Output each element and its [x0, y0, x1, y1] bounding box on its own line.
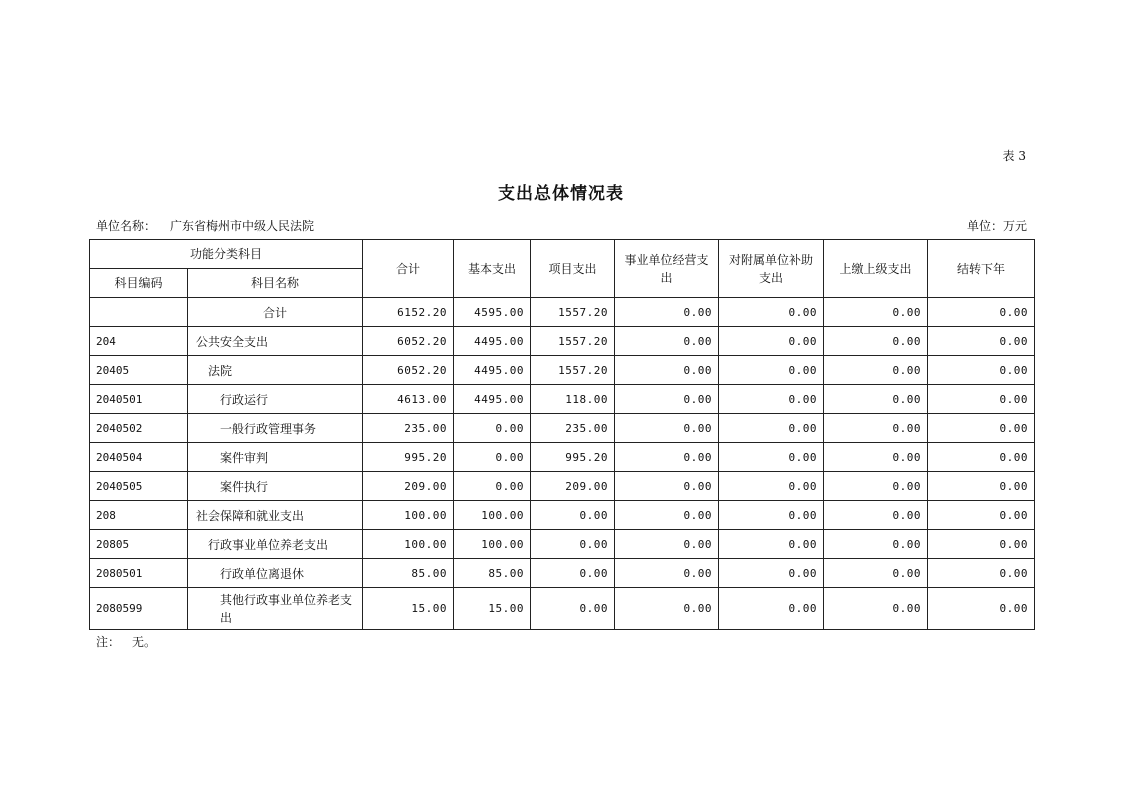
cell-total: 6052.20	[363, 356, 454, 385]
cell-basic: 85.00	[454, 559, 531, 588]
cell-carry: 0.00	[928, 298, 1035, 327]
cell-upper: 0.00	[824, 298, 928, 327]
cell-total: 209.00	[363, 472, 454, 501]
cell-business: 0.00	[615, 298, 719, 327]
cell-basic: 4495.00	[454, 327, 531, 356]
cell-business: 0.00	[615, 414, 719, 443]
cell-project: 1557.20	[531, 298, 615, 327]
cell-subsidy: 0.00	[719, 530, 824, 559]
cell-project: 0.00	[531, 501, 615, 530]
cell-project: 118.00	[531, 385, 615, 414]
cell-basic: 0.00	[454, 443, 531, 472]
cell-business: 0.00	[615, 530, 719, 559]
table-row	[90, 356, 1035, 385]
cell-basic: 15.00	[454, 588, 531, 630]
table-row	[90, 414, 1035, 443]
cell-upper: 0.00	[824, 443, 928, 472]
row-name: 一般行政管理事务	[188, 414, 363, 443]
cell-subsidy: 0.00	[719, 472, 824, 501]
cell-total: 6152.20	[363, 298, 454, 327]
header-total: 合计	[363, 240, 454, 298]
row-code: 20405	[90, 356, 188, 385]
document-title: 支出总体情况表	[498, 184, 624, 204]
cell-upper: 0.00	[824, 501, 928, 530]
note-label: 注：	[96, 635, 121, 649]
row-name: 合计	[188, 298, 363, 327]
table-number: 表 3	[1002, 149, 1026, 163]
row-code	[90, 298, 188, 327]
table-row	[90, 530, 1035, 559]
header-business: 事业单位经营支出	[615, 240, 719, 298]
header-name: 科目名称	[188, 269, 363, 298]
unit-name-label: 单位名称：	[96, 219, 157, 233]
row-name: 案件审判	[188, 443, 363, 472]
cell-total: 100.00	[363, 501, 454, 530]
row-code: 2080501	[90, 559, 188, 588]
cell-project: 209.00	[531, 472, 615, 501]
row-code: 2040504	[90, 443, 188, 472]
cell-carry: 0.00	[928, 385, 1035, 414]
cell-business: 0.00	[615, 385, 719, 414]
currency-unit: 单位：万元	[966, 219, 1027, 233]
cell-project: 1557.20	[531, 327, 615, 356]
cell-total: 6052.20	[363, 327, 454, 356]
cell-carry: 0.00	[928, 472, 1035, 501]
table-row-total	[90, 298, 1035, 327]
cell-project: 0.00	[531, 588, 615, 630]
cell-total: 85.00	[363, 559, 454, 588]
cell-basic: 4495.00	[454, 356, 531, 385]
cell-basic: 100.00	[454, 530, 531, 559]
table-row	[90, 559, 1035, 588]
header-code: 科目编码	[90, 269, 188, 298]
cell-project: 995.20	[531, 443, 615, 472]
cell-basic: 100.00	[454, 501, 531, 530]
cell-total: 4613.00	[363, 385, 454, 414]
cell-subsidy: 0.00	[719, 356, 824, 385]
row-name: 行政事业单位养老支出	[188, 530, 363, 559]
cell-business: 0.00	[615, 559, 719, 588]
footnote	[96, 633, 156, 650]
table-row	[90, 443, 1035, 472]
row-code: 2040502	[90, 414, 188, 443]
cell-basic: 0.00	[454, 472, 531, 501]
cell-project: 235.00	[531, 414, 615, 443]
row-name: 其他行政事业单位养老支出	[188, 588, 363, 630]
cell-carry: 0.00	[928, 414, 1035, 443]
header-row-1	[90, 240, 1035, 269]
table-row	[90, 472, 1035, 501]
cell-carry: 0.00	[928, 530, 1035, 559]
cell-business: 0.00	[615, 472, 719, 501]
cell-upper: 0.00	[824, 356, 928, 385]
cell-carry: 0.00	[928, 588, 1035, 630]
cell-subsidy: 0.00	[719, 414, 824, 443]
cell-carry: 0.00	[928, 501, 1035, 530]
unit-name: 广东省梅州市中级人民法院	[170, 219, 315, 233]
cell-basic: 4495.00	[454, 385, 531, 414]
cell-project: 0.00	[531, 530, 615, 559]
note-text: 无。	[132, 635, 157, 649]
cell-carry: 0.00	[928, 443, 1035, 472]
row-code: 204	[90, 327, 188, 356]
cell-project: 1557.20	[531, 356, 615, 385]
table-row	[90, 588, 1035, 630]
cell-total: 15.00	[363, 588, 454, 630]
row-code: 2040505	[90, 472, 188, 501]
header-basic: 基本支出	[454, 240, 531, 298]
cell-total: 100.00	[363, 530, 454, 559]
cell-business: 0.00	[615, 327, 719, 356]
row-name: 行政运行	[188, 385, 363, 414]
cell-total: 235.00	[363, 414, 454, 443]
row-name: 公共安全支出	[188, 327, 363, 356]
cell-upper: 0.00	[824, 559, 928, 588]
cell-carry: 0.00	[928, 559, 1035, 588]
row-code: 208	[90, 501, 188, 530]
table-row	[90, 327, 1035, 356]
header-function-category: 功能分类科目	[90, 240, 363, 269]
cell-carry: 0.00	[928, 356, 1035, 385]
row-code: 20805	[90, 530, 188, 559]
row-code: 2080599	[90, 588, 188, 630]
cell-project: 0.00	[531, 559, 615, 588]
cell-business: 0.00	[615, 501, 719, 530]
row-name: 行政单位离退休	[188, 559, 363, 588]
row-code: 2040501	[90, 385, 188, 414]
cell-carry: 0.00	[928, 327, 1035, 356]
cell-business: 0.00	[615, 356, 719, 385]
cell-basic: 0.00	[454, 414, 531, 443]
cell-business: 0.00	[615, 588, 719, 630]
cell-subsidy: 0.00	[719, 385, 824, 414]
cell-upper: 0.00	[824, 588, 928, 630]
cell-subsidy: 0.00	[719, 443, 824, 472]
cell-basic: 4595.00	[454, 298, 531, 327]
cell-upper: 0.00	[824, 385, 928, 414]
cell-subsidy: 0.00	[719, 559, 824, 588]
header-project: 项目支出	[531, 240, 615, 298]
cell-upper: 0.00	[824, 414, 928, 443]
unit-info-row	[96, 217, 1027, 234]
cell-upper: 0.00	[824, 472, 928, 501]
cell-total: 995.20	[363, 443, 454, 472]
table-row	[90, 385, 1035, 414]
cell-business: 0.00	[615, 443, 719, 472]
cell-subsidy: 0.00	[719, 501, 824, 530]
cell-upper: 0.00	[824, 327, 928, 356]
row-name: 法院	[188, 356, 363, 385]
cell-subsidy: 0.00	[719, 327, 824, 356]
header-carry: 结转下年	[928, 240, 1035, 298]
header-upper: 上缴上级支出	[824, 240, 928, 298]
row-name: 案件执行	[188, 472, 363, 501]
row-name: 社会保障和就业支出	[188, 501, 363, 530]
header-subsidy: 对附属单位补助支出	[719, 240, 824, 298]
cell-subsidy: 0.00	[719, 298, 824, 327]
cell-upper: 0.00	[824, 530, 928, 559]
unit-name-group	[96, 217, 314, 234]
expenditure-table	[89, 239, 1035, 630]
cell-subsidy: 0.00	[719, 588, 824, 630]
table-row	[90, 501, 1035, 530]
